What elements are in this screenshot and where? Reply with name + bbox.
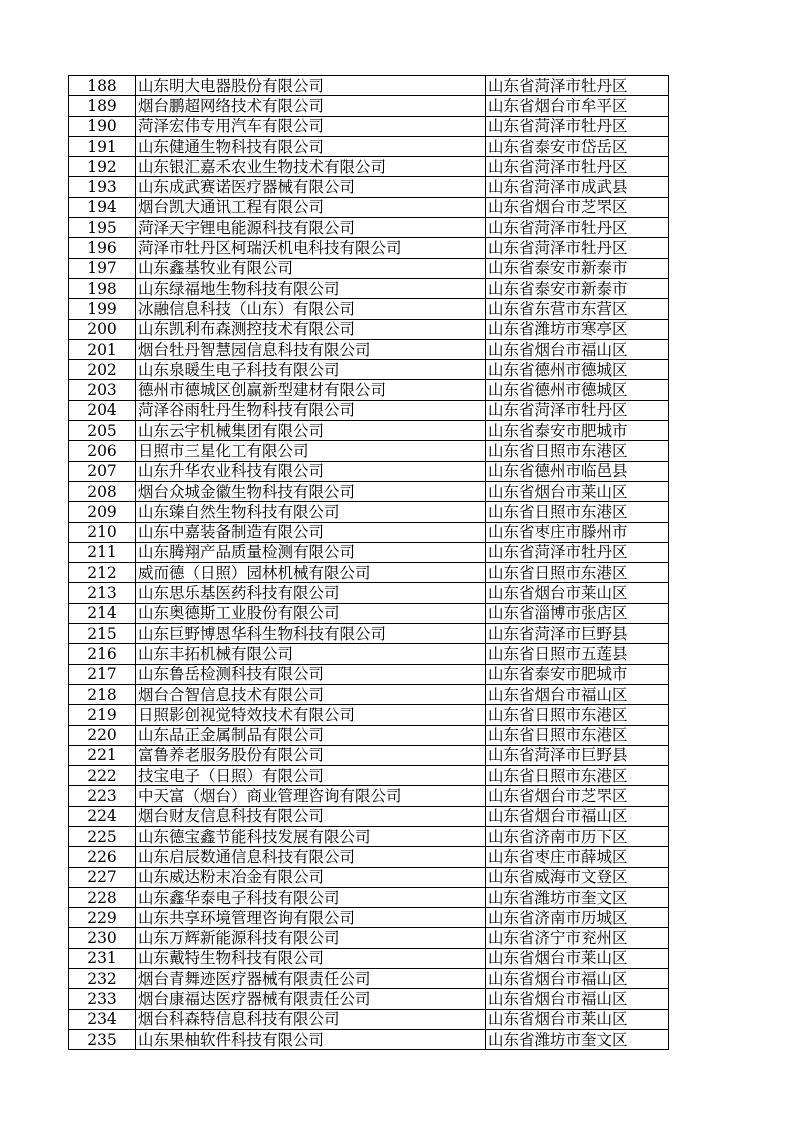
row-number-cell: 197 — [69, 258, 136, 278]
table-row — [69, 400, 669, 420]
table-row — [69, 563, 669, 583]
table-row — [69, 319, 669, 339]
company-name-cell: 烟台鹏超网络技术有限公司 — [136, 96, 486, 116]
location-cell: 山东省威海市文登区 — [486, 867, 669, 887]
company-name-cell: 烟台康福达医疗器械有限责任公司 — [136, 989, 486, 1009]
table-row — [69, 278, 669, 298]
company-name-cell: 山东戴特生物科技有限公司 — [136, 948, 486, 968]
location-cell: 山东省济宁市兖州区 — [486, 928, 669, 948]
row-number-cell: 230 — [69, 928, 136, 948]
row-number-cell: 201 — [69, 339, 136, 359]
row-number-cell: 226 — [69, 847, 136, 867]
table-row — [69, 847, 669, 867]
table-row — [69, 380, 669, 400]
table-row — [69, 786, 669, 806]
row-number-cell: 194 — [69, 197, 136, 217]
location-cell: 山东省日照市东港区 — [486, 502, 669, 522]
location-cell: 山东省菏泽市牡丹区 — [486, 238, 669, 258]
row-number-cell: 209 — [69, 502, 136, 522]
location-cell: 山东省潍坊市奎文区 — [486, 1029, 669, 1049]
company-name-cell: 山东鑫华泰电子科技有限公司 — [136, 887, 486, 907]
company-name-cell: 山东万辉新能源科技有限公司 — [136, 928, 486, 948]
table-row — [69, 238, 669, 258]
row-number-cell: 199 — [69, 299, 136, 319]
row-number-cell: 224 — [69, 806, 136, 826]
location-cell: 山东省烟台市莱山区 — [486, 948, 669, 968]
table-row — [69, 441, 669, 461]
table-row — [69, 684, 669, 704]
table-row — [69, 258, 669, 278]
table-row — [69, 969, 669, 989]
company-name-cell: 德州市德城区创赢新型建材有限公司 — [136, 380, 486, 400]
table-row — [69, 421, 669, 441]
row-number-cell: 219 — [69, 705, 136, 725]
table-row — [69, 806, 669, 826]
row-number-cell: 220 — [69, 725, 136, 745]
row-number-cell: 198 — [69, 278, 136, 298]
table-row — [69, 908, 669, 928]
row-number-cell: 214 — [69, 603, 136, 623]
row-number-cell: 235 — [69, 1029, 136, 1049]
location-cell: 山东省德州市德城区 — [486, 380, 669, 400]
location-cell: 山东省菏泽市牡丹区 — [486, 542, 669, 562]
table-row — [69, 502, 669, 522]
table-row — [69, 96, 669, 116]
row-number-cell: 213 — [69, 583, 136, 603]
company-name-cell: 山东威达粉末冶金有限公司 — [136, 867, 486, 887]
table-row — [69, 542, 669, 562]
location-cell: 山东省日照市东港区 — [486, 725, 669, 745]
row-number-cell: 196 — [69, 238, 136, 258]
table-row — [69, 157, 669, 177]
table-row — [69, 177, 669, 197]
row-number-cell: 215 — [69, 624, 136, 644]
table-row — [69, 644, 669, 664]
company-name-cell: 山东鑫基牧业有限公司 — [136, 258, 486, 278]
row-number-cell: 195 — [69, 218, 136, 238]
table-row — [69, 299, 669, 319]
table-row — [69, 218, 669, 238]
table-row — [69, 360, 669, 380]
company-name-cell: 富鲁养老服务股份有限公司 — [136, 745, 486, 765]
row-number-cell: 228 — [69, 887, 136, 907]
table-row — [69, 948, 669, 968]
table-row — [69, 766, 669, 786]
company-name-cell: 山东启辰数通信息科技有限公司 — [136, 847, 486, 867]
row-number-cell: 206 — [69, 441, 136, 461]
company-name-cell: 山东升华农业科技有限公司 — [136, 461, 486, 481]
table-row — [69, 624, 669, 644]
table-row — [69, 1029, 669, 1049]
company-name-cell: 烟台凯大通讯工程有限公司 — [136, 197, 486, 217]
table-row — [69, 116, 669, 136]
row-number-cell: 217 — [69, 664, 136, 684]
location-cell: 山东省烟台市福山区 — [486, 969, 669, 989]
location-cell: 山东省济南市历城区 — [486, 908, 669, 928]
location-cell: 山东省烟台市芝罘区 — [486, 786, 669, 806]
table-row — [69, 826, 669, 846]
location-cell: 山东省烟台市莱山区 — [486, 583, 669, 603]
location-cell: 山东省菏泽市巨野县 — [486, 745, 669, 765]
location-cell: 山东省烟台市福山区 — [486, 339, 669, 359]
company-name-cell: 冰融信息科技（山东）有限公司 — [136, 299, 486, 319]
table-row — [69, 197, 669, 217]
company-name-cell: 日照影创视觉特效技术有限公司 — [136, 705, 486, 725]
company-name-cell: 菏泽天宇锂电能源科技有限公司 — [136, 218, 486, 238]
company-name-cell: 烟台科森特信息科技有限公司 — [136, 1009, 486, 1029]
row-number-cell: 212 — [69, 563, 136, 583]
row-number-cell: 203 — [69, 380, 136, 400]
table-row — [69, 705, 669, 725]
location-cell: 山东省枣庄市滕州市 — [486, 522, 669, 542]
location-cell: 山东省日照市东港区 — [486, 563, 669, 583]
location-cell: 山东省潍坊市寒亭区 — [486, 319, 669, 339]
row-number-cell: 227 — [69, 867, 136, 887]
company-name-cell: 山东腾翔产品质量检测有限公司 — [136, 542, 486, 562]
company-name-cell: 山东臻自然生物科技有限公司 — [136, 502, 486, 522]
company-name-cell: 日照市三星化工有限公司 — [136, 441, 486, 461]
row-number-cell: 191 — [69, 136, 136, 156]
row-number-cell: 190 — [69, 116, 136, 136]
company-name-cell: 山东健通生物科技有限公司 — [136, 136, 486, 156]
location-cell: 山东省泰安市岱岳区 — [486, 136, 669, 156]
company-name-cell: 中天富（烟台）商业管理咨询有限公司 — [136, 786, 486, 806]
row-number-cell: 218 — [69, 684, 136, 704]
row-number-cell: 207 — [69, 461, 136, 481]
table-row — [69, 887, 669, 907]
location-cell: 山东省日照市五莲县 — [486, 644, 669, 664]
table-row — [69, 664, 669, 684]
company-name-cell: 烟台财友信息科技有限公司 — [136, 806, 486, 826]
row-number-cell: 205 — [69, 421, 136, 441]
company-name-cell: 烟台牡丹智慧园信息科技有限公司 — [136, 339, 486, 359]
table-row — [69, 481, 669, 501]
location-cell: 山东省菏泽市巨野县 — [486, 624, 669, 644]
table-row — [69, 989, 669, 1009]
location-cell: 山东省烟台市莱山区 — [486, 1009, 669, 1029]
table-row — [69, 339, 669, 359]
row-number-cell: 225 — [69, 826, 136, 846]
location-cell: 山东省菏泽市牡丹区 — [486, 218, 669, 238]
row-number-cell: 223 — [69, 786, 136, 806]
company-name-cell: 山东银汇嘉禾农业生物技术有限公司 — [136, 157, 486, 177]
row-number-cell: 233 — [69, 989, 136, 1009]
company-name-cell: 烟台合智信息技术有限公司 — [136, 684, 486, 704]
company-name-cell: 菏泽宏伟专用汽车有限公司 — [136, 116, 486, 136]
company-name-cell: 山东明大电器股份有限公司 — [136, 76, 486, 96]
row-number-cell: 200 — [69, 319, 136, 339]
location-cell: 山东省菏泽市成武县 — [486, 177, 669, 197]
company-name-cell: 山东绿福地生物科技有限公司 — [136, 278, 486, 298]
row-number-cell: 211 — [69, 542, 136, 562]
location-cell: 山东省泰安市新泰市 — [486, 258, 669, 278]
location-cell: 山东省德州市德城区 — [486, 360, 669, 380]
company-name-cell: 山东成武赛诺医疗器械有限公司 — [136, 177, 486, 197]
row-number-cell: 193 — [69, 177, 136, 197]
location-cell: 山东省菏泽市牡丹区 — [486, 116, 669, 136]
table-row — [69, 583, 669, 603]
company-name-cell: 山东丰拓机械有限公司 — [136, 644, 486, 664]
company-name-cell: 山东云宇机械集团有限公司 — [136, 421, 486, 441]
location-cell: 山东省泰安市新泰市 — [486, 278, 669, 298]
row-number-cell: 210 — [69, 522, 136, 542]
location-cell: 山东省烟台市莱山区 — [486, 481, 669, 501]
location-cell: 山东省日照市东港区 — [486, 705, 669, 725]
location-cell: 山东省烟台市福山区 — [486, 684, 669, 704]
location-cell: 山东省济南市历下区 — [486, 826, 669, 846]
row-number-cell: 202 — [69, 360, 136, 380]
location-cell: 山东省菏泽市牡丹区 — [486, 76, 669, 96]
location-cell: 山东省潍坊市奎文区 — [486, 887, 669, 907]
company-name-cell: 山东泉暖生电子科技有限公司 — [136, 360, 486, 380]
location-cell: 山东省烟台市福山区 — [486, 989, 669, 1009]
table-row — [69, 461, 669, 481]
location-cell: 山东省菏泽市牡丹区 — [486, 400, 669, 420]
location-cell: 山东省淄博市张店区 — [486, 603, 669, 623]
row-number-cell: 229 — [69, 908, 136, 928]
location-cell: 山东省泰安市肥城市 — [486, 664, 669, 684]
company-name-cell: 技宝电子（日照）有限公司 — [136, 766, 486, 786]
location-cell: 山东省烟台市芝罘区 — [486, 197, 669, 217]
location-cell: 山东省日照市东港区 — [486, 441, 669, 461]
row-number-cell: 192 — [69, 157, 136, 177]
company-name-cell: 山东凯利布森测控技术有限公司 — [136, 319, 486, 339]
table-row — [69, 1009, 669, 1029]
location-cell: 山东省枣庄市薛城区 — [486, 847, 669, 867]
table-row — [69, 76, 669, 96]
location-cell: 山东省菏泽市牡丹区 — [486, 157, 669, 177]
company-name-cell: 山东品正金属制品有限公司 — [136, 725, 486, 745]
company-name-cell: 山东共享环境管理咨询有限公司 — [136, 908, 486, 928]
table-row — [69, 603, 669, 623]
company-table — [68, 75, 669, 1050]
location-cell: 山东省烟台市牟平区 — [486, 96, 669, 116]
row-number-cell: 204 — [69, 400, 136, 420]
company-name-cell: 菏泽市牡丹区柯瑞沃机电科技有限公司 — [136, 238, 486, 258]
row-number-cell: 231 — [69, 948, 136, 968]
row-number-cell: 221 — [69, 745, 136, 765]
table-row — [69, 136, 669, 156]
company-name-cell: 山东中嘉装备制造有限公司 — [136, 522, 486, 542]
row-number-cell: 208 — [69, 481, 136, 501]
company-name-cell: 山东果柚软件科技有限公司 — [136, 1029, 486, 1049]
row-number-cell: 222 — [69, 766, 136, 786]
company-name-cell: 山东思乐基医药科技有限公司 — [136, 583, 486, 603]
company-name-cell: 山东巨野博恩华科生物科技有限公司 — [136, 624, 486, 644]
company-name-cell: 山东鲁岳检测科技有限公司 — [136, 664, 486, 684]
company-name-cell: 菏泽谷雨牡丹生物科技有限公司 — [136, 400, 486, 420]
table-row — [69, 867, 669, 887]
location-cell: 山东省烟台市福山区 — [486, 806, 669, 826]
table-row — [69, 928, 669, 948]
table-row — [69, 745, 669, 765]
row-number-cell: 188 — [69, 76, 136, 96]
company-name-cell: 烟台众城金徽生物科技有限公司 — [136, 481, 486, 501]
company-table-body — [69, 76, 669, 1050]
company-name-cell: 山东德宝鑫节能科技发展有限公司 — [136, 826, 486, 846]
location-cell: 山东省德州市临邑县 — [486, 461, 669, 481]
row-number-cell: 189 — [69, 96, 136, 116]
location-cell: 山东省东营市东营区 — [486, 299, 669, 319]
row-number-cell: 232 — [69, 969, 136, 989]
company-name-cell: 山东奥德斯工业股份有限公司 — [136, 603, 486, 623]
row-number-cell: 216 — [69, 644, 136, 664]
company-name-cell: 烟台青舞迹医疗器械有限责任公司 — [136, 969, 486, 989]
company-name-cell: 威而德（日照）园林机械有限公司 — [136, 563, 486, 583]
location-cell: 山东省泰安市肥城市 — [486, 421, 669, 441]
table-row — [69, 725, 669, 745]
row-number-cell: 234 — [69, 1009, 136, 1029]
table-row — [69, 522, 669, 542]
location-cell: 山东省日照市东港区 — [486, 766, 669, 786]
